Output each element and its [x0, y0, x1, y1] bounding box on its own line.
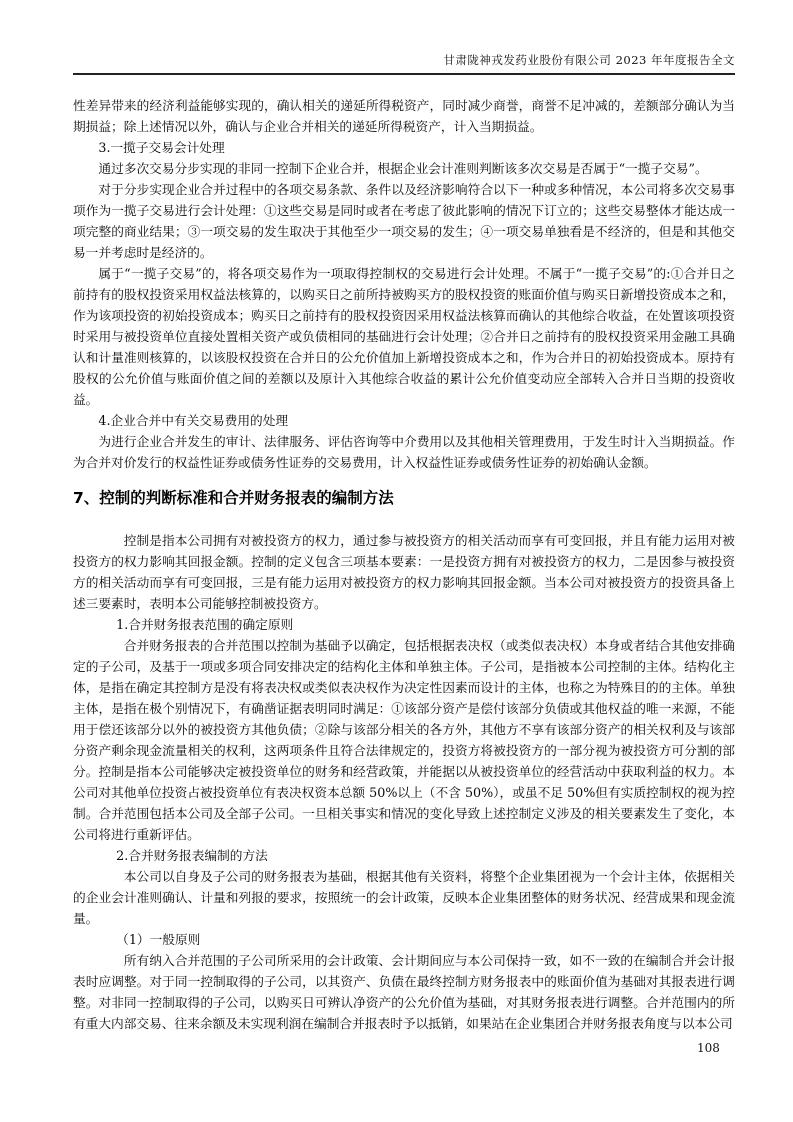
item-2-consolidation-method-title: 2.合并财务报表编制的方法	[116, 848, 268, 863]
paragraph-bundled-transaction-conditions: 对于分步实现企业合并过程中的各项交易条款、条件以及经济影响符合以下一种或多种情况，本公司将多次交易事项作为一揽子交易进行会计处理：①这些交易是同时或者在考虑了彼此影响的情况下订立的；这些交易整体才能达成一项完整的商业结果；③一项交易的发生取决于其他至少一项交易的发生；④一项交易单独看是不经济的，但是和其他交易一并考虑时是经济的。	[73, 182, 735, 260]
header-divider	[73, 73, 735, 75]
item-1-consolidation-scope-title: 1.合并财务报表范围的确定原则	[116, 617, 294, 632]
document-body	[73, 95, 735, 1034]
paragraph-bundled-transaction-judgement: 通过多次交易分步实现的非同一控制下企业合并，根据企业会计准则判断该多次交易是否属于“一揽子交易”。	[98, 161, 708, 176]
paragraph-bundled-transaction-accounting: 属于“一揽子交易”的，将各项交易作为一项取得控制权的交易进行会计处理。不属于“一揽子交易”的:①合并日之前持有的股权投资采用权益法核算的，以购买日之前所持被购买方的股权投资的账面价值与购买日新增投资成本之和，作为该项投资的初始投资成本；购买日之前持有的股权投资因采用权益法核算而确认的其他综合收益，在处置该项投资时采用与被投资单位直接处置相关资产或负债相同的基础进行会计处理；②合并日之前持有的股权投资采用金融工具确认和计量准则核算的，以该股权投资在合并日的公允价值加上新增投资成本之和，作为合并日的初始投资成本。原持有股权的公允价值与账面价值之间的差额以及原计入其他综合收益的累计公允价值变动应全部转入合并日当期的投资收益。	[73, 266, 735, 407]
paragraph-general-principles: 所有纳入合并范围的子公司所采用的会计政策、会计期间应与本公司保持一致，如不一致的在编制合并会计报表时应调整。对于同一控制取得的子公司，以其资产、负债在最终控制方财务报表中的账面价值为基础对其报表进行调整。对非同一控制取得的子公司，以购买日可辨认净资产的公允价值为基础，对其财务报表进行调整。合并范围内的所有重大内部交易、往来余额及未实现利润在编制合并报表时予以抵销，如果站在企业集团合并财务报表角度与以本公司	[73, 953, 735, 1031]
paragraph-consolidation-method: 本公司以自身及子公司的财务报表为基础，根据其他有关资料，将整个企业集团视为一个会计主体，依据相关的企业会计准则确认、计量和列报的要求，按照统一的会计政策，反映本企业集团整体的财务状况、经营成果和现金流量。	[73, 869, 735, 926]
item-3-bundled-transaction-title: 3.一揽子交易会计处理	[98, 140, 225, 155]
header-title: 甘肃陇神戎发药业股份有限公司 2023 年年度报告全文	[443, 53, 735, 67]
paragraph-control-definition: 控制是指本公司拥有对被投资方的权力，通过参与被投资方的相关活动而享有可变回报，并且有能力运用对被投资方的权力影响其回报金额。控制的定义包含三项基本要素：一是投资方拥有对被投资方的权力，二是因参与被投资方的相关活动而享有可变回报，三是有能力运用对被投资方的权力影响其回报金额。当本公司对被投资方的投资具备上述三要素时，表明本公司能够控制被投资方。	[73, 533, 735, 611]
page-number: 108	[697, 1041, 720, 1055]
paragraph-deferred-tax-continuation: 性差异带来的经济利益能够实现的，确认相关的递延所得税资产，同时减少商誉，商誉不足冲减的，差额部分确认为当期损益；除上述情况以外，确认与企业合并相关的递延所得税资产，计入当期损益。	[73, 98, 735, 134]
item-4-transaction-fees-title: 4.企业合并中有关交易费用的处理	[98, 413, 289, 428]
item-general-principles-title: （1）一般原则	[116, 932, 201, 947]
paragraph-transaction-fees: 为进行企业合并发生的审计、法律服务、评估咨询等中介费用以及其他相关管理费用，于发生时计入当期损益。作为合并对价发行的权益性证券或债务性证券的交易费用，计入权益性证券或债务性证券的初始确认金额。	[73, 434, 735, 470]
page-header	[73, 52, 735, 68]
section-7-heading: 7、控制的判断标准和合并财务报表的编制方法	[73, 489, 394, 507]
paragraph-consolidation-scope: 合并财务报表的合并范围以控制为基础予以确定，包括根据表决权（或类似表决权）本身或者结合其他安排确定的子公司，及基于一项或多项合同安排决定的结构化主体和单独主体。子公司，是指被本公司控制的主体。结构化主体，是指在确定其控制方是没有将表决权或类似表决权作为决定性因素而设计的主体，也称之为特殊目的的主体。单独主体，是指在极个别情况下，有确凿证据表明同时满足：①该部分资产是偿付该部分负债或其他权益的唯一来源，不能用于偿还该部分以外的被投资方其他负债；②除与该部分相关的各方外，其他方不享有该部分资产的相关权利及与该部分资产剩余现金流量相关的权利，这两项条件且符合法律规定的，投资方将被投资方的一部分视为被投资方可分割的部分。控制是指本公司能够决定被投资单位的财务和经营政策，并能据以从被投资单位的经营活动中获取利益的权力。本公司对其他单位投资占被投资单位有表决权资本总额 50%以上（不含 50%），或虽不足 50%但有实质控制权的视为控制。合并范围包括本公司及全部子公司。一旦相关事实和情况的变化导致上述控制定义涉及的相关要素发生了变化，本公司将进行重新评估。	[73, 638, 735, 842]
